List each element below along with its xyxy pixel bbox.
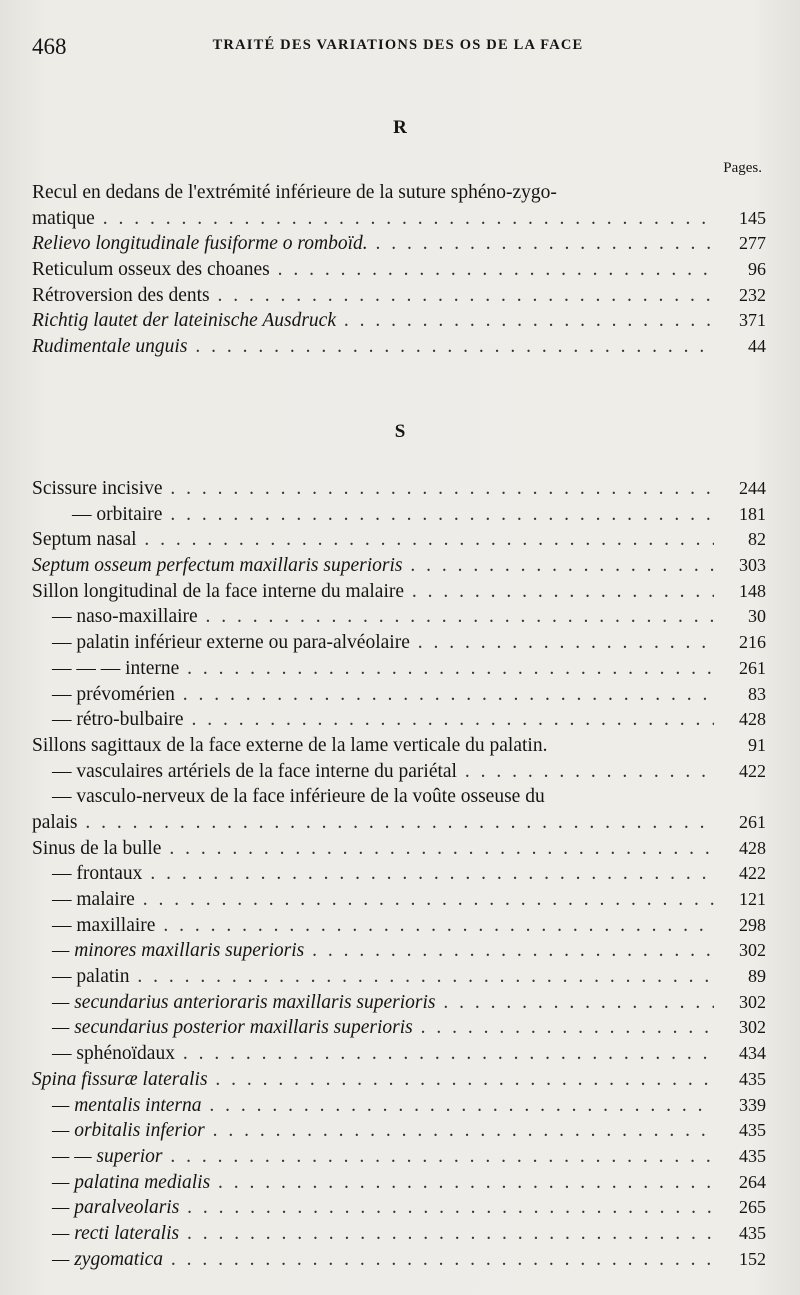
entry-page-number: 264 (739, 1171, 766, 1192)
entry-leader (32, 1093, 714, 1119)
index-entry (32, 1247, 766, 1273)
entry-text: — prévomérien (52, 683, 175, 705)
index-entry (32, 990, 766, 1016)
index-entry (32, 707, 766, 733)
entry-leader (32, 990, 714, 1016)
entry-text: Rudimentale unguis (32, 336, 188, 358)
entry-page-number: 428 (739, 709, 766, 730)
entry-page-number: 435 (739, 1222, 766, 1243)
entry-page-number: 261 (739, 811, 766, 832)
page-header (32, 34, 764, 58)
index-entry (32, 682, 766, 708)
index-entry (32, 206, 766, 232)
index-entry (32, 308, 766, 334)
entry-text: — palatin inférieur externe ou para-alvéolaire (52, 632, 410, 654)
entry-leader (32, 527, 714, 553)
index-entry (32, 257, 766, 283)
entry-leader (32, 810, 714, 836)
entry-text: Sillons sagittaux de la face externe de la lame verticale du palatin. (32, 734, 548, 756)
entry-page-number: 277 (739, 233, 766, 254)
entry-page-number: 145 (739, 207, 766, 228)
entry-page-number: 435 (739, 1120, 766, 1141)
entry-page-number: 302 (739, 991, 766, 1012)
entry-text: — vasculo-nerveux de la face inférieure de la voûte osseuse du (52, 786, 545, 808)
entry-page-number: 434 (739, 1043, 766, 1064)
index-entry (32, 964, 766, 990)
index-entry (32, 733, 766, 759)
entry-page-number: 148 (739, 580, 766, 601)
entry-leader (32, 257, 714, 283)
index-entry (32, 913, 766, 939)
entry-text: — secundarius anterioraris maxillaris superioris (52, 991, 436, 1013)
entry-page-number: 428 (739, 837, 766, 858)
entry-page-number: 244 (739, 478, 766, 498)
entry-text: — minores maxillaris superioris (52, 940, 305, 962)
entry-page-number: 302 (739, 1017, 766, 1038)
entry-page-number: 298 (739, 914, 766, 935)
index-entry (32, 784, 766, 810)
index-entry (32, 283, 766, 309)
entry-leader (32, 476, 714, 502)
entry-page-number: 422 (739, 760, 766, 781)
entry-page-number: 302 (739, 940, 766, 961)
entry-text: Rétroversion des dents (32, 284, 210, 306)
entry-leader (32, 502, 714, 528)
index-entry (32, 334, 766, 360)
entry-leader (32, 1247, 714, 1273)
entry-page-number: 121 (739, 889, 766, 909)
entry-text: Reticulum osseux des choanes (32, 259, 270, 281)
index-entry (32, 553, 766, 579)
entry-leader (32, 283, 714, 309)
entry-page-number: 435 (739, 1068, 766, 1089)
entry-text: — sphénoïdaux (52, 1043, 175, 1065)
entry-text: — vasculaires artériels de la face interne du pariétal (52, 760, 457, 782)
entry-text: — — — interne (52, 657, 180, 679)
entry-leader (32, 759, 714, 785)
index-entry (32, 1118, 766, 1144)
entry-leader (32, 630, 714, 656)
index-entry (32, 1041, 766, 1067)
index-entry (32, 476, 766, 502)
entry-leader (32, 334, 714, 360)
index-entry (32, 1093, 766, 1119)
entry-text: — mentalis interna (52, 1094, 202, 1116)
index-entry (32, 836, 766, 862)
running-title: TRAITÉ DES VARIATIONS DES OS DE LA FACE (212, 37, 584, 53)
pages-column-label: Pages. (723, 160, 762, 176)
entry-page-number: 435 (739, 1145, 766, 1166)
entry-leader (32, 656, 714, 682)
entry-text: — frontaux (52, 863, 143, 885)
entry-page-number: 82 (748, 529, 766, 550)
entry-text: Spina fissuræ lateralis (32, 1068, 208, 1090)
entry-text: — zygomatica (52, 1248, 164, 1270)
entry-text: — palatin (52, 966, 130, 988)
entry-text: matique (32, 207, 95, 229)
index-entry (32, 630, 766, 656)
entry-text: palais (32, 811, 78, 833)
entry-leader (32, 938, 714, 964)
section-letter-s: S (394, 421, 406, 442)
entry-page-number: 216 (739, 632, 766, 653)
entry-text: — secundarius posterior maxillaris superioris (52, 1017, 413, 1039)
entry-leader (32, 1067, 714, 1093)
entry-leader (32, 1015, 714, 1041)
index-entry (32, 1067, 766, 1093)
entry-text: — malaire (52, 889, 135, 910)
entry-page-number: 152 (739, 1248, 766, 1269)
entry-leader (32, 1195, 714, 1221)
index-entry (32, 887, 766, 913)
index-entries-s (32, 476, 766, 1272)
entry-page-number: 181 (739, 503, 766, 524)
entry-leader (32, 1144, 714, 1170)
entry-leader (32, 231, 714, 257)
entry-leader (32, 1041, 714, 1067)
entry-page-number: 83 (748, 683, 766, 704)
entry-leader (32, 1221, 714, 1247)
page-number: 468 (32, 34, 67, 59)
index-entry (32, 759, 766, 785)
entry-leader (32, 887, 714, 913)
entry-text: — — superior (52, 1145, 163, 1167)
entry-text: Septum nasal (32, 529, 137, 551)
entry-text: — orbitalis inferior (52, 1120, 205, 1142)
entry-text: — palatina medialis (52, 1171, 211, 1193)
entry-leader (32, 206, 714, 232)
entry-text: Sinus de la bulle (32, 837, 162, 859)
entry-text: Scissure incisive (32, 478, 163, 499)
entry-page-number: 303 (739, 555, 766, 576)
entry-page-number: 261 (739, 657, 766, 678)
entry-text: Recul en dedans de l'extrémité inférieure de la suture sphéno-zygo- (32, 182, 557, 203)
entry-text: — recti lateralis (52, 1222, 180, 1244)
entry-leader (32, 733, 714, 759)
entry-page-number: 91 (748, 734, 766, 755)
entry-page-number: 371 (739, 310, 766, 331)
entry-leader (32, 1170, 714, 1196)
entry-leader (32, 964, 714, 990)
entry-text: — paralveolaris (52, 1197, 180, 1219)
entry-text: — maxillaire (52, 914, 156, 936)
entry-text: Septum osseum perfectum maxillaris superioris (32, 555, 403, 577)
entry-page-number: 44 (748, 336, 766, 357)
entry-page-number: 30 (748, 606, 766, 627)
index-entry (32, 861, 766, 887)
index-entry (32, 810, 766, 836)
index-entry (32, 1221, 766, 1247)
index-entry (32, 231, 766, 257)
entry-leader (32, 308, 714, 334)
index-entry (32, 579, 766, 605)
entry-page-number: 422 (739, 863, 766, 884)
entry-text: — naso-maxillaire (52, 606, 198, 628)
index-entry (32, 1144, 766, 1170)
index-entry (32, 604, 766, 630)
entry-text: — rétro-bulbaire (52, 709, 184, 731)
entry-page-number: 96 (748, 259, 766, 280)
entry-leader (32, 579, 714, 605)
entry-leader (32, 913, 714, 939)
entry-page-number: 265 (739, 1197, 766, 1218)
entry-leader (32, 861, 714, 887)
index-entry (32, 180, 766, 206)
index-entry (32, 656, 766, 682)
section-letter-r: R (393, 117, 407, 138)
entry-text: Sillon longitudinal de la face interne du malaire (32, 580, 405, 602)
entry-text: — orbitaire (72, 503, 163, 525)
entry-leader (32, 784, 714, 810)
entry-leader (32, 553, 714, 579)
index-entry (32, 1195, 766, 1221)
index-entries-r (32, 180, 766, 360)
entry-leader (32, 836, 714, 862)
index-entry (32, 527, 766, 553)
index-entry (32, 502, 766, 528)
entry-leader (32, 180, 714, 206)
entry-page-number: 89 (748, 966, 766, 987)
entry-page-number: 339 (739, 1094, 766, 1115)
entry-leader (32, 682, 714, 708)
entry-leader (32, 604, 714, 630)
entry-page-number: 232 (739, 284, 766, 305)
index-entry (32, 1170, 766, 1196)
index-entry (32, 938, 766, 964)
entry-text: Relievo longitudinale fusiforme o romboïd. (32, 233, 368, 255)
entry-text: Richtig lautet der lateinische Ausdruck (32, 310, 336, 332)
index-entry (32, 1015, 766, 1041)
entry-leader (32, 707, 714, 733)
entry-leader (32, 1118, 714, 1144)
